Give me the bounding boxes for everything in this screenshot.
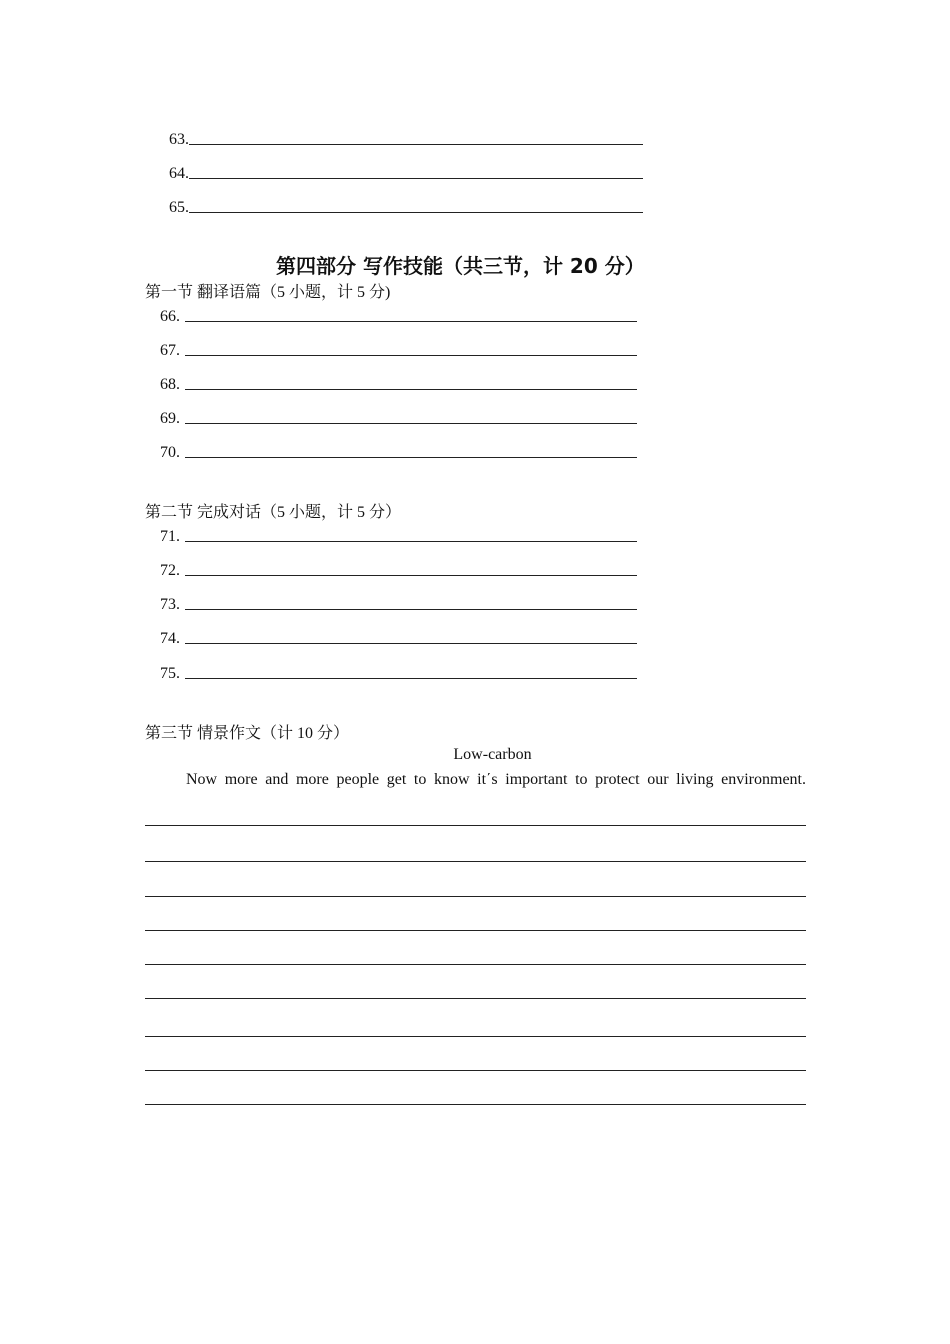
essay-writing-line[interactable] [145,825,806,826]
answer-line-72[interactable] [160,558,637,580]
answer-blank[interactable] [189,144,643,145]
item-number: 73. [160,596,180,613]
answer-line-75[interactable] [160,661,637,683]
answer-line-73[interactable] [160,592,637,614]
item-number: 68. [160,376,180,393]
answer-blank[interactable] [185,389,637,390]
answer-blank[interactable] [185,643,637,644]
essay-writing-line[interactable] [145,998,806,999]
part-title: 第四部分 写作技能（共三节，计 20 分） [276,254,645,278]
essay-writing-line[interactable] [145,861,806,862]
answer-line-71[interactable] [160,524,637,546]
answer-blank[interactable] [185,321,637,322]
answer-line-68[interactable] [160,372,637,394]
answer-line-64[interactable] [169,161,643,183]
essay-prompt: Now more and more people get to know it΄s important to protect our living environment. [186,771,806,788]
item-number: 65. [169,199,189,216]
answer-line-66[interactable] [160,304,637,326]
essay-writing-line[interactable] [145,930,806,931]
answer-blank[interactable] [189,178,643,179]
essay-writing-line[interactable] [145,1036,806,1037]
item-number: 74. [160,630,180,647]
item-number: 75. [160,665,180,682]
essay-title: Low-carbon [453,746,532,763]
answer-line-70[interactable] [160,440,637,462]
answer-line-67[interactable] [160,338,637,360]
section-1-heading: 第一节 翻译语篇（5 小题，计 5 分) [145,284,391,301]
item-number: 69. [160,410,180,427]
answer-blank[interactable] [185,541,637,542]
answer-blank[interactable] [185,678,637,679]
item-number: 71. [160,528,180,545]
answer-blank[interactable] [185,355,637,356]
essay-writing-line[interactable] [145,1070,806,1071]
answer-line-63[interactable] [169,127,643,149]
answer-line-65[interactable] [169,195,643,217]
answer-blank[interactable] [185,457,637,458]
item-number: 66. [160,308,180,325]
answer-blank[interactable] [185,423,637,424]
answer-blank[interactable] [185,609,637,610]
essay-writing-line[interactable] [145,964,806,965]
answer-line-69[interactable] [160,406,637,428]
item-number: 72. [160,562,180,579]
item-number: 64. [169,165,189,182]
answer-blank[interactable] [189,212,643,213]
answer-line-74[interactable] [160,626,637,648]
essay-writing-line[interactable] [145,896,806,897]
section-2-heading: 第二节 完成对话（5 小题，计 5 分） [145,504,402,521]
item-number: 70. [160,444,180,461]
section-3-heading: 第三节 情景作文（计 10 分） [145,725,350,742]
item-number: 63. [169,131,189,148]
item-number: 67. [160,342,180,359]
answer-blank[interactable] [185,575,637,576]
essay-writing-line[interactable] [145,1104,806,1105]
